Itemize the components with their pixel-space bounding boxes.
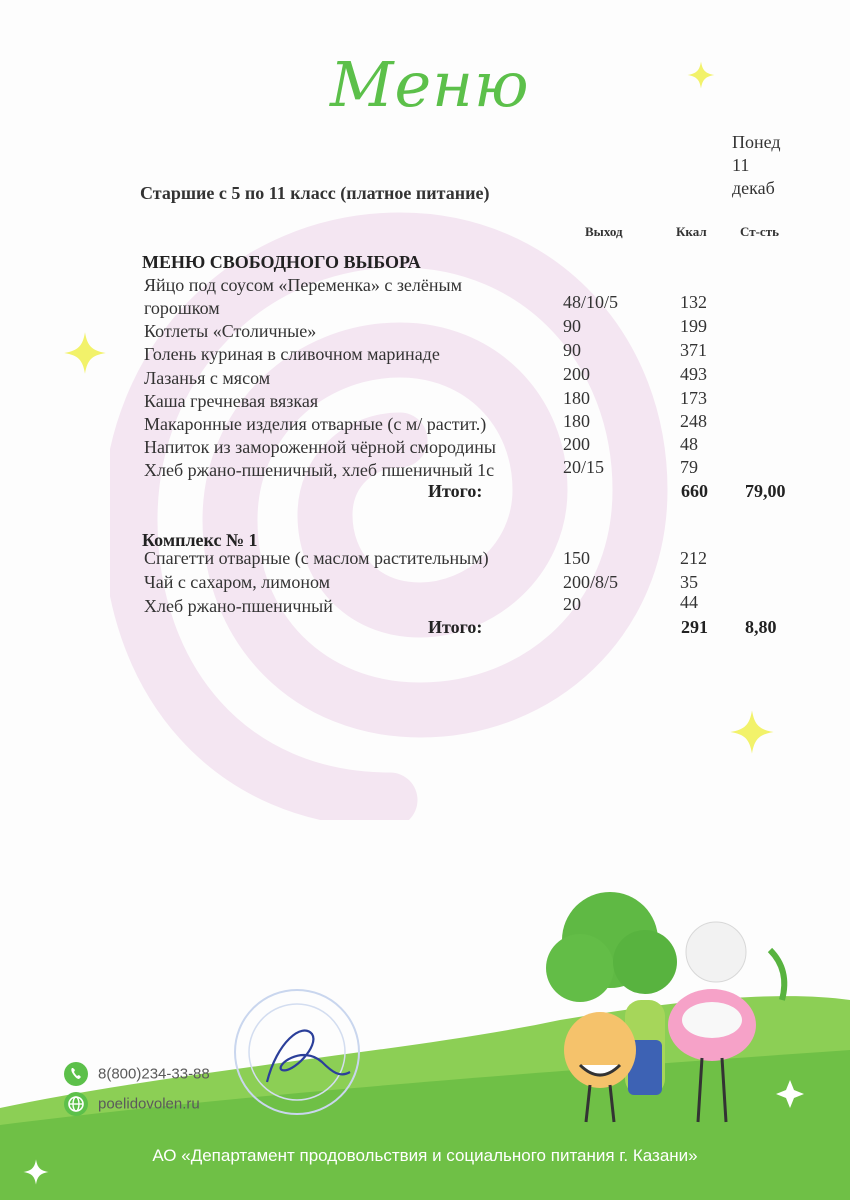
date-month: декаб — [732, 178, 775, 198]
column-header-cost: Ст-сть — [740, 224, 779, 239]
date-block — [732, 131, 781, 200]
total-label: Итого: — [428, 617, 483, 637]
menu-item-row — [0, 434, 850, 460]
total-label: Итого: — [428, 481, 483, 501]
mascot-characters-illustration — [520, 890, 820, 1140]
seal-stamp — [222, 982, 372, 1122]
item-name: Чай с сахаром, лимоном — [144, 572, 330, 592]
item-out: 200 — [563, 434, 590, 454]
item-name: Каша гречневая вязкая — [144, 391, 319, 411]
total-cost: 79,00 — [745, 481, 786, 501]
date-number: 11 — [732, 155, 750, 175]
section-complex-heading: Комплекс № 1 — [142, 530, 258, 550]
globe-icon — [64, 1092, 88, 1116]
item-out: 20/15 — [563, 457, 605, 477]
item-out: 200/8/5 — [563, 572, 619, 592]
item-out: 90 — [563, 340, 581, 360]
item-name: Яйцо под соусом «Переменка» с зелёным — [144, 275, 463, 295]
item-name: Хлеб ржано-пшеничный — [144, 596, 333, 616]
phone-number: 8(800)234-33-88 — [98, 1065, 210, 1083]
item-kcal: 132 — [680, 292, 707, 312]
organization-name: АО «Департамент продовольствия и социального питания г. Казани» — [152, 1146, 698, 1165]
item-name: Напиток из замороженной чёрной смородины — [144, 437, 496, 457]
contact-website — [64, 1092, 200, 1116]
menu-item-row — [0, 592, 850, 619]
section-free-choice-heading: МЕНЮ СВОБОДНОГО ВЫБОРА — [142, 252, 421, 272]
menu-subtitle: Старшие с 5 по 11 класс (платное питание) — [140, 183, 490, 203]
item-out: 20 — [563, 594, 581, 614]
contact-phone — [64, 1062, 210, 1086]
item-out: 180 — [563, 411, 590, 431]
item-name: Спагетти отварные (с маслом растительным) — [144, 548, 489, 568]
website-link[interactable]: poelidovolen.ru — [98, 1095, 200, 1113]
menu-title — [330, 48, 530, 138]
column-header-out: Выход — [585, 224, 623, 239]
total-cost: 8,80 — [745, 617, 777, 637]
total-kcal: 660 — [681, 481, 708, 501]
item-out: 90 — [563, 316, 581, 336]
item-name-continued: горошком — [144, 298, 220, 318]
star-icon — [728, 708, 776, 756]
menu-item-row — [0, 388, 850, 414]
menu-item-row — [0, 292, 850, 321]
menu-item-row — [0, 548, 850, 571]
total-kcal: 291 — [681, 617, 708, 637]
item-kcal: 44 — [680, 592, 698, 612]
menu-item-row — [0, 275, 850, 298]
item-kcal: 493 — [680, 364, 707, 384]
item-out: 150 — [563, 548, 590, 568]
column-header-kcal: Ккал — [676, 224, 707, 239]
star-icon — [686, 60, 716, 90]
item-name: Лазанья с мясом — [144, 368, 271, 388]
item-kcal: 173 — [680, 388, 707, 408]
date-day: Понед — [732, 132, 781, 152]
item-out: 180 — [563, 388, 590, 408]
menu-item-row — [0, 316, 850, 344]
phone-icon — [64, 1062, 88, 1086]
menu-item-row — [0, 340, 850, 367]
item-kcal: 371 — [680, 340, 707, 360]
item-name: Котлеты «Столичные» — [144, 321, 317, 341]
item-name: Макаронные изделия отварные (с м/ растит.) — [144, 414, 487, 434]
menu-item-row — [0, 364, 850, 391]
item-kcal: 79 — [680, 457, 698, 477]
menu-item-row — [0, 457, 850, 483]
item-name: Хлеб ржано-пшеничный, хлеб пшеничный 1с — [144, 460, 495, 480]
item-out: 200 — [563, 364, 590, 384]
menu-item-row — [0, 572, 850, 595]
item-out: 48/10/5 — [563, 292, 619, 312]
item-name: Голень куриная в сливочном маринаде — [144, 344, 440, 364]
item-kcal: 212 — [680, 548, 707, 568]
item-kcal: 35 — [680, 572, 698, 592]
menu-item-row — [0, 411, 850, 437]
item-kcal: 48 — [680, 434, 698, 454]
item-kcal: 248 — [680, 411, 707, 431]
section-total-row — [0, 481, 850, 504]
section-total-row — [0, 617, 850, 640]
menu-title-text: Меню — [330, 48, 530, 121]
item-kcal: 199 — [680, 316, 707, 336]
